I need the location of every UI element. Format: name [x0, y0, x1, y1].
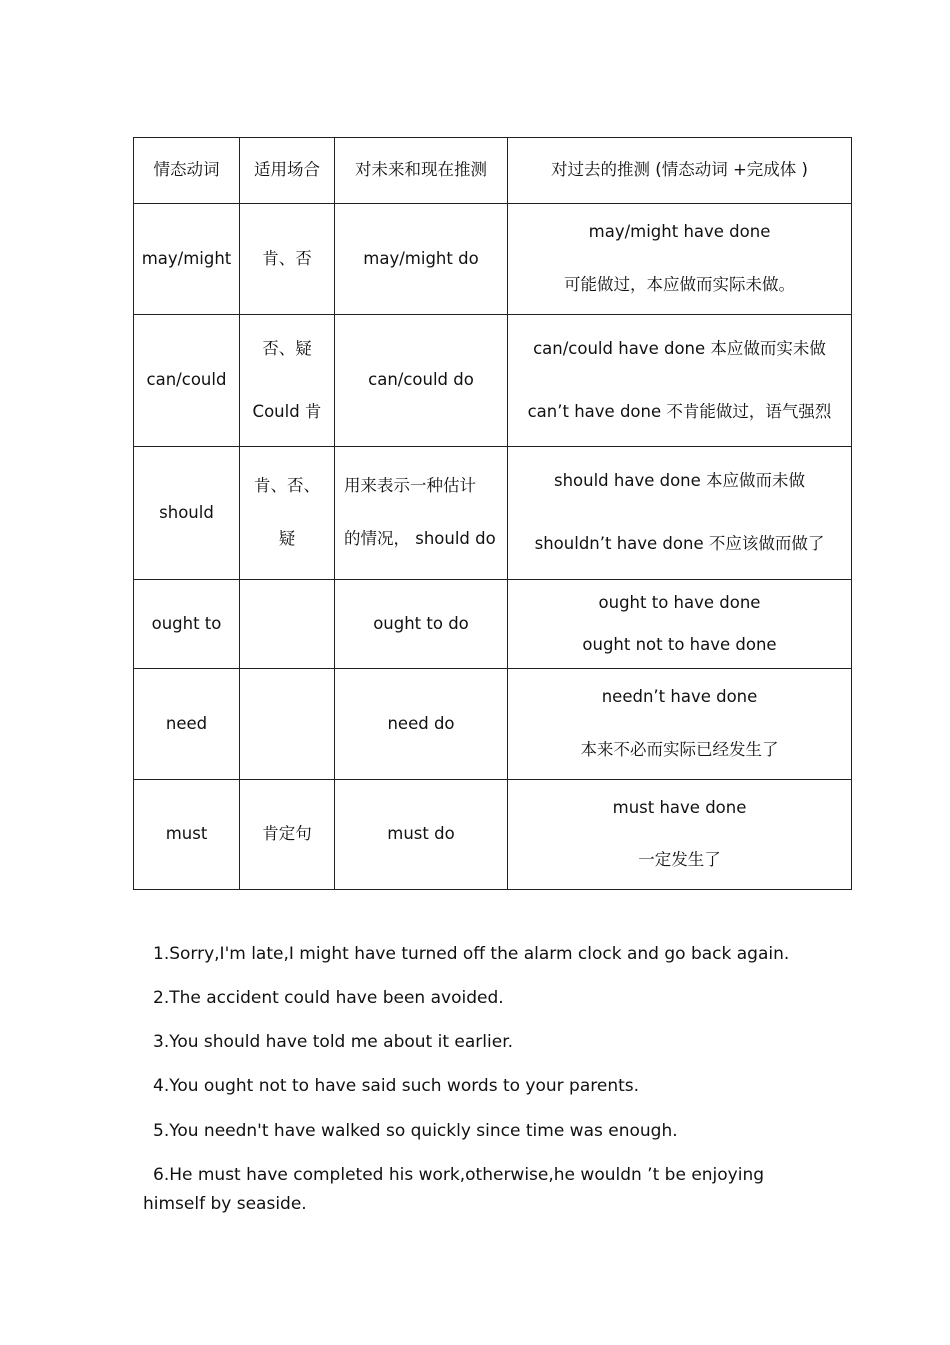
- header-cell: 情态动词: [134, 138, 240, 204]
- past-line: needn’t have done: [601, 687, 758, 707]
- past-line: 本来不必而实际已经发生了: [580, 739, 779, 759]
- header-cell: 适用场合: [240, 138, 335, 204]
- present-line: ought to do: [373, 613, 469, 633]
- present-cell: [335, 780, 508, 890]
- verb-cell: may/might: [134, 204, 240, 315]
- present-cell: [335, 447, 508, 580]
- present-cell: [335, 580, 508, 669]
- present-cell: [335, 204, 508, 315]
- past-cell: [508, 669, 852, 780]
- usage-cell: [240, 204, 335, 315]
- verb-cell: must: [134, 780, 240, 890]
- present-line: must do: [387, 824, 455, 844]
- table-row: [134, 669, 852, 780]
- present-line: may/might do: [363, 248, 479, 268]
- example-sentence: 5.You needn't have walked so quickly since time was enough.: [153, 1121, 678, 1141]
- past-line: shouldn’t have done 不应该做而做了: [534, 534, 825, 554]
- example-sentence: 3.You should have told me about it earlier.: [153, 1032, 514, 1052]
- usage-cell: [240, 669, 335, 780]
- past-line: ought not to have done: [582, 634, 777, 654]
- present-line: 的情况， should do: [344, 528, 496, 548]
- table-row: [134, 204, 852, 315]
- verb-cell: ought to: [134, 580, 240, 669]
- table-row: [134, 315, 852, 447]
- usage-line: 否、疑: [262, 338, 312, 358]
- usage-line: 肯、否、: [254, 476, 320, 496]
- table-row: [134, 580, 852, 669]
- past-line: must have done: [612, 797, 747, 817]
- present-cell: [335, 315, 508, 447]
- verb-cell: can/could: [134, 315, 240, 447]
- modal-verbs-table: [133, 137, 852, 890]
- example-sentence: 2.The accident could have been avoided.: [153, 988, 504, 1008]
- usage-line: 肯、否: [262, 248, 312, 268]
- present-line: need do: [387, 713, 455, 733]
- present-cell: [335, 669, 508, 780]
- past-line: 可能做过，本应做而实际未做。: [564, 274, 795, 294]
- usage-line: 疑: [278, 528, 296, 548]
- usage-line: Could 肯: [252, 401, 322, 421]
- usage-cell: [240, 780, 335, 890]
- header-cell: 对未来和现在推测: [335, 138, 508, 204]
- verb-cell: should: [134, 447, 240, 580]
- example-sentence: 4.You ought not to have said such words to your parents.: [153, 1076, 640, 1096]
- past-line: can/could have done 本应做而实未做: [533, 338, 826, 358]
- table-row: [134, 447, 852, 580]
- past-line: ought to have done: [598, 592, 761, 612]
- table-row: [134, 780, 852, 890]
- past-cell: [508, 204, 852, 315]
- past-line: may/might have done: [588, 222, 771, 242]
- usage-cell: [240, 580, 335, 669]
- past-line: can’t have done 不肯能做过，语气强烈: [527, 401, 832, 421]
- past-line: should have done 本应做而未做: [553, 471, 806, 491]
- present-line: can/could do: [368, 370, 474, 390]
- present-line: 用来表示一种估计: [344, 476, 476, 496]
- usage-cell: [240, 447, 335, 580]
- past-cell: [508, 580, 852, 669]
- verb-cell: need: [134, 669, 240, 780]
- past-line: 一定发生了: [638, 850, 721, 870]
- example-sentence: 1.Sorry,I'm late,I might have turned off the alarm clock and go back again.: [153, 944, 790, 964]
- header-cell: 对过去的推测 (情态动词 +完成体 ): [508, 138, 852, 204]
- past-cell: [508, 315, 852, 447]
- past-cell: [508, 447, 852, 580]
- usage-cell: [240, 315, 335, 447]
- example-sentence: 6.He must have completed his work,otherwise,he wouldn ’t be enjoying himself by seaside.: [143, 1165, 765, 1214]
- table-header-row: [134, 138, 852, 204]
- past-cell: [508, 780, 852, 890]
- usage-line: 肯定句: [262, 824, 312, 844]
